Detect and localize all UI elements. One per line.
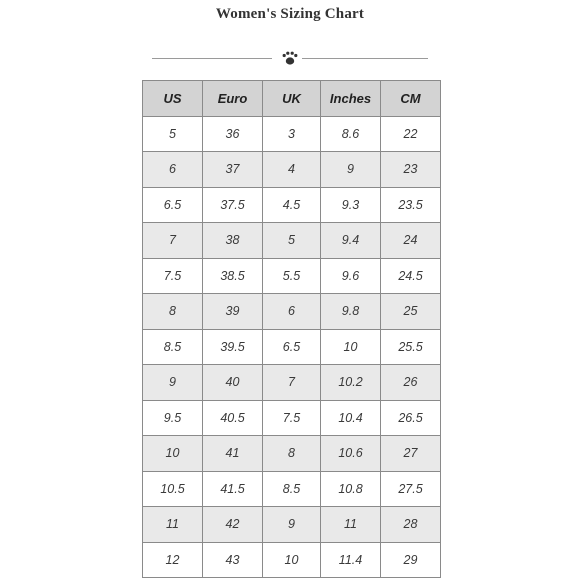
cell-uk: 8	[263, 436, 321, 472]
cell-us: 6.5	[143, 187, 203, 223]
cell-us: 7	[143, 223, 203, 259]
cell-inches: 10.8	[321, 471, 381, 507]
cell-us: 12	[143, 542, 203, 578]
cell-euro: 40	[203, 365, 263, 401]
cell-inches: 11	[321, 507, 381, 543]
cell-us: 8.5	[143, 329, 203, 365]
page-title: Women's Sizing Chart	[215, 6, 365, 22]
cell-us: 10.5	[143, 471, 203, 507]
table-row	[143, 365, 441, 401]
cell-uk: 8.5	[263, 471, 321, 507]
cell-euro: 41	[203, 436, 263, 472]
cell-cm: 23.5	[381, 187, 441, 223]
divider-right	[302, 58, 428, 59]
cell-uk: 3	[263, 116, 321, 152]
table-row	[143, 329, 441, 365]
column-header-euro: Euro	[203, 81, 263, 117]
column-header-uk: UK	[263, 81, 321, 117]
column-header-cm: CM	[381, 81, 441, 117]
table-row	[143, 542, 441, 578]
cell-cm: 25.5	[381, 329, 441, 365]
cell-euro: 42	[203, 507, 263, 543]
cell-us: 8	[143, 294, 203, 330]
table-row	[143, 223, 441, 259]
cell-uk: 4.5	[263, 187, 321, 223]
table-row	[143, 258, 441, 294]
cell-inches: 9.6	[321, 258, 381, 294]
cell-cm: 22	[381, 116, 441, 152]
cell-euro: 37.5	[203, 187, 263, 223]
cell-uk: 7.5	[263, 400, 321, 436]
cell-euro: 40.5	[203, 400, 263, 436]
paw-print-icon	[281, 48, 299, 68]
table-row	[143, 152, 441, 188]
cell-us: 11	[143, 507, 203, 543]
divider-left	[152, 58, 272, 59]
cell-inches: 10.4	[321, 400, 381, 436]
table-header-row	[143, 81, 441, 117]
table-row	[143, 471, 441, 507]
cell-uk: 7	[263, 365, 321, 401]
cell-cm: 24.5	[381, 258, 441, 294]
cell-cm: 25	[381, 294, 441, 330]
cell-cm: 26	[381, 365, 441, 401]
cell-us: 9.5	[143, 400, 203, 436]
column-header-inches: Inches	[321, 81, 381, 117]
cell-uk: 4	[263, 152, 321, 188]
table-row	[143, 116, 441, 152]
cell-us: 5	[143, 116, 203, 152]
cell-uk: 6	[263, 294, 321, 330]
cell-inches: 9	[321, 152, 381, 188]
table-row	[143, 436, 441, 472]
cell-us: 7.5	[143, 258, 203, 294]
column-header-us: US	[143, 81, 203, 117]
table-row	[143, 400, 441, 436]
cell-uk: 9	[263, 507, 321, 543]
cell-uk: 6.5	[263, 329, 321, 365]
cell-inches: 10.6	[321, 436, 381, 472]
cell-euro: 39	[203, 294, 263, 330]
cell-cm: 27.5	[381, 471, 441, 507]
cell-cm: 26.5	[381, 400, 441, 436]
cell-euro: 38	[203, 223, 263, 259]
cell-cm: 24	[381, 223, 441, 259]
cell-inches: 8.6	[321, 116, 381, 152]
cell-cm: 27	[381, 436, 441, 472]
cell-uk: 5	[263, 223, 321, 259]
cell-euro: 38.5	[203, 258, 263, 294]
cell-cm: 23	[381, 152, 441, 188]
cell-inches: 11.4	[321, 542, 381, 578]
cell-euro: 36	[203, 116, 263, 152]
cell-inches: 10	[321, 329, 381, 365]
cell-euro: 41.5	[203, 471, 263, 507]
cell-euro: 39.5	[203, 329, 263, 365]
table-row	[143, 507, 441, 543]
cell-us: 10	[143, 436, 203, 472]
cell-euro: 43	[203, 542, 263, 578]
cell-euro: 37	[203, 152, 263, 188]
cell-inches: 9.8	[321, 294, 381, 330]
cell-uk: 5.5	[263, 258, 321, 294]
table-row	[143, 294, 441, 330]
cell-us: 6	[143, 152, 203, 188]
sizing-table	[142, 80, 441, 578]
table-row	[143, 187, 441, 223]
cell-uk: 10	[263, 542, 321, 578]
cell-us: 9	[143, 365, 203, 401]
cell-inches: 10.2	[321, 365, 381, 401]
cell-cm: 29	[381, 542, 441, 578]
cell-inches: 9.4	[321, 223, 381, 259]
cell-cm: 28	[381, 507, 441, 543]
cell-inches: 9.3	[321, 187, 381, 223]
